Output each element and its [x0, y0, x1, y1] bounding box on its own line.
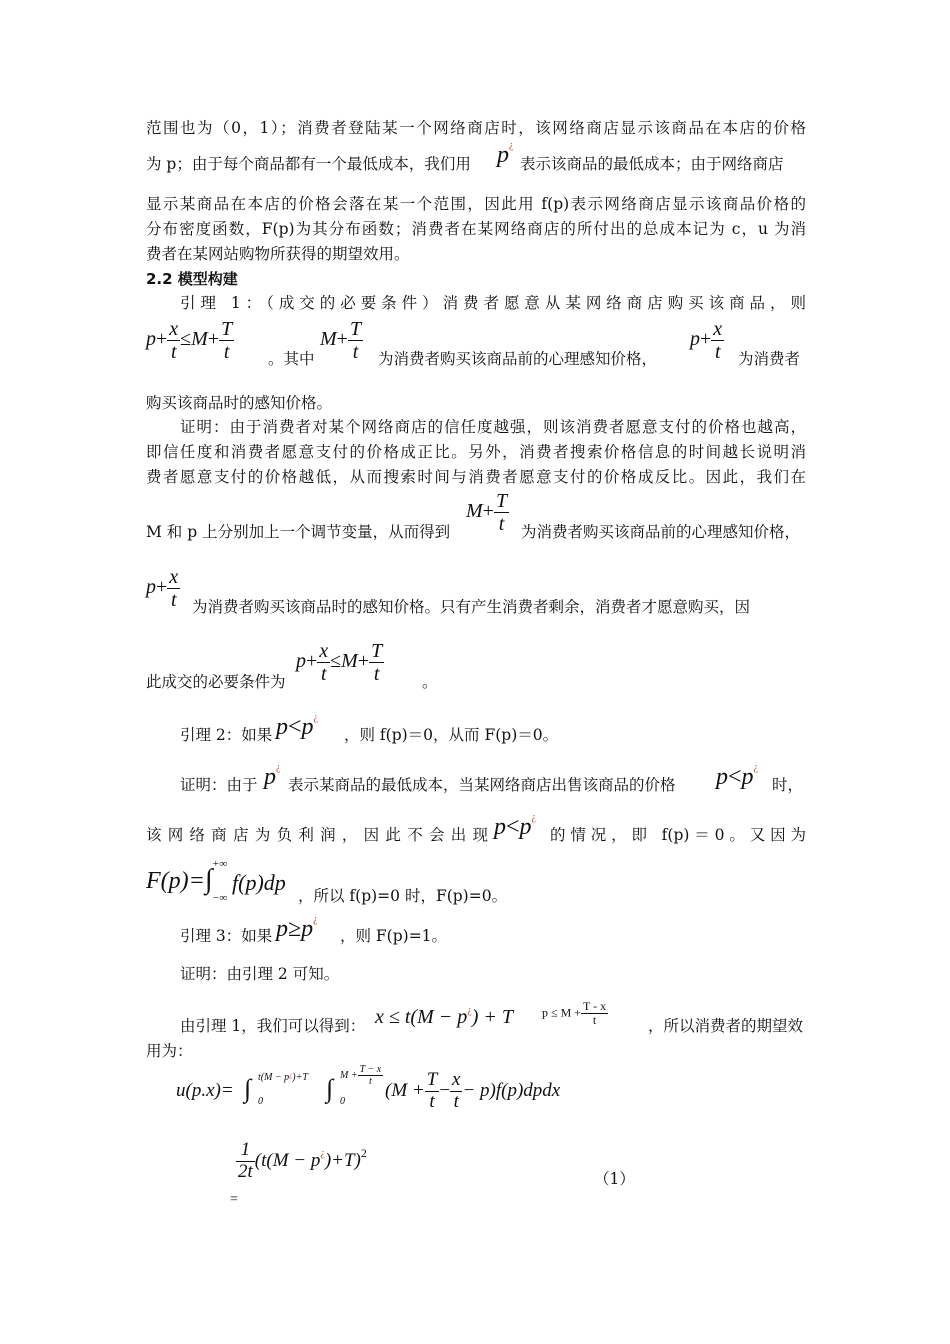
- lemma-1: 引理 1：（成交的必要条件）消费者愿意从某网络商店购买该商品，则: [180, 294, 806, 312]
- text-line: 为消费者购买该商品时的感知价格。只有产生消费者剩余，消费者才愿意购买，因: [192, 598, 751, 616]
- text-line: 为消费者购买该商品前的心理感知价格，: [378, 350, 658, 368]
- math-integral-sign: ∫: [326, 1074, 334, 1103]
- section-heading: 2.2 模型构建: [146, 270, 238, 288]
- math-upper-limit: t(M − p¿)+T: [258, 1071, 308, 1083]
- math-inequality: p+ $\frac{x}{t}$ ≤M+ $\frac{T}{t}$: [146, 318, 233, 363]
- math-lower-limit: 0: [258, 1096, 263, 1107]
- lemma-3: 引理 3：如果: [180, 927, 273, 945]
- text-line: 即信任度和消费者愿意支付的价格成正比。另外，消费者搜索价格信息的时间越长说明消: [146, 443, 806, 461]
- text-line: 为 p；由于每个商品都有一个最低成本，我们用: [146, 155, 471, 173]
- math-result: $\frac{1}{2t}$ $(t(M - p^¿)+T)^2$: [238, 1139, 367, 1182]
- text-line: ，所以 f(p)=0 时，F(p)=0。: [298, 887, 508, 905]
- text-line: ，则 F(p)=1。: [340, 927, 448, 945]
- math-p-lt-pstar: p<p¿: [716, 762, 758, 790]
- text-line: 证明：由于消费者对某个网络商店的信任度越强，则该消费者愿意支付的价格也越高，: [180, 418, 806, 436]
- text-line: ，所以消费者的期望效: [648, 1017, 804, 1035]
- math-lower-limit: 0: [340, 1096, 345, 1107]
- math-p-star: p¿: [264, 762, 281, 790]
- text-line: 的情况，即 f(p)＝0。又因为: [550, 826, 806, 844]
- text-line: 表示某商品的最低成本，当某网络商店出售该商品的价格: [288, 776, 676, 794]
- math-upper-limit: M + $\frac{T - x}{t}$: [340, 1064, 382, 1087]
- text-line: 用为：: [146, 1042, 193, 1060]
- math-p-plus-x-over-t: p+ $\frac{x}{t}$: [146, 566, 179, 611]
- math-p-lt-pstar: p<p¿: [276, 712, 318, 740]
- text-line: 费者在某网站购物所获得的期望效用。: [146, 245, 410, 263]
- text-line: 该网络商店为负利润，因此不会出现: [146, 826, 488, 844]
- math-p-plus-x-over-t: p+ $\frac{x}{t}$: [690, 318, 723, 363]
- text-line: 此成交的必要条件为: [146, 673, 286, 691]
- math-upper-limit: +∞: [212, 858, 228, 870]
- text-line: 表示该商品的最低成本；由于网络商店: [520, 155, 784, 173]
- text-line: 费者愿意支付的价格越低，从而搜索时间与消费者愿意支付的价格成反比。因此，我们在: [146, 468, 806, 486]
- math-u-lhs: u(p.x)=: [176, 1080, 234, 1101]
- math-lower-limit: −∞: [212, 892, 228, 904]
- math-M-plus-T-over-t: M+ $\frac{T}{t}$: [320, 318, 362, 363]
- text-line: 范围也为（0，1）；消费者登陆某一个网络商店时，该网络商店显示该商品在本店的价格: [146, 119, 806, 137]
- text-line: 。其中: [268, 350, 315, 368]
- math-x-bound: x ≤ t(M − p¿) + T: [375, 1005, 513, 1028]
- text-line: 。: [422, 673, 438, 691]
- math-F-integral: F(p)=∫: [146, 864, 213, 895]
- text-line: 证明：由引理 2 可知。: [180, 965, 340, 983]
- math-integrand: (M + $\frac{T}{t}$ − $\frac{x}{t}$ − p)f(p)dpdx: [385, 1069, 561, 1112]
- math-integrand: f(p)dp: [232, 870, 286, 895]
- text-line: 为消费者购买该商品前的心理感知价格，: [521, 523, 801, 541]
- text-line: 显示某商品在本店的价格会落在某一个范围，因此用 f(p)表示网络商店显示该商品价格的: [146, 195, 806, 213]
- math-p-bound: p ≤ M + $\frac{T - x}{t}$: [542, 999, 607, 1028]
- text-line: 由引理 1，我们可以得到：: [180, 1017, 366, 1035]
- text-line: ，则 f(p)＝0，从而 F(p)＝0。: [344, 726, 559, 744]
- math-p-star: p¿: [497, 140, 514, 168]
- text-line: 证明：由于: [180, 776, 258, 794]
- equation-number: （1）: [594, 1170, 635, 1188]
- text-line: 为消费者: [738, 350, 801, 368]
- text-line: 分布密度函数，F(p)为其分布函数；消费者在某网络商店的所付出的总成本记为 c，u 为消: [146, 220, 806, 238]
- text-line: 时，: [772, 776, 804, 794]
- math-integral-sign: ∫: [244, 1074, 252, 1103]
- math-p-lt-pstar: p<p¿: [494, 812, 536, 840]
- text-line: 购买该商品时的感知价格。: [146, 394, 333, 412]
- math-M-plus-T-over-t: M+ $\frac{T}{t}$: [466, 490, 508, 535]
- math-inequality: p+ $\frac{x}{t}$ ≤M+ $\frac{T}{t}$: [296, 640, 383, 685]
- math-equals: =: [230, 1192, 238, 1207]
- lemma-2: 引理 2：如果: [180, 726, 273, 744]
- text-line: M 和 p 上分别加上一个调节变量，从而得到: [146, 523, 451, 541]
- math-p-ge-pstar: p≥p¿: [276, 914, 318, 942]
